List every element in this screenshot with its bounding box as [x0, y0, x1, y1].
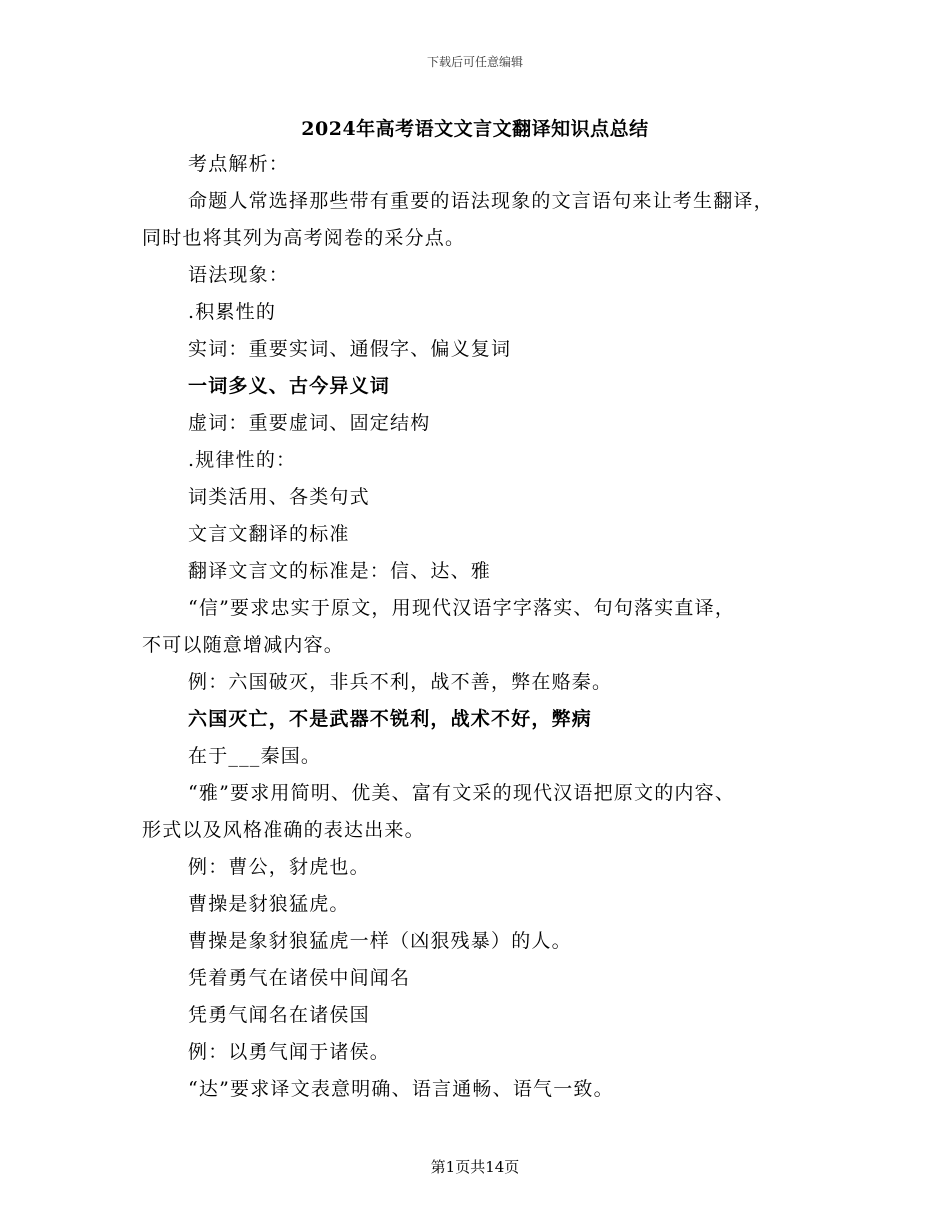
- paragraph: 实词：重要实词、通假字、偏义复词: [188, 338, 512, 360]
- paragraph: “雅”要求用简明、优美、富有文采的现代汉语把原文的内容、: [188, 782, 736, 804]
- paragraph: 凭勇气闻名在诸侯国: [188, 1004, 370, 1026]
- paragraph: 命题人常选择那些带有重要的语法现象的文言语句来让考生翻译，: [188, 190, 774, 212]
- paragraph: 曹操是豺狼猛虎。: [188, 893, 350, 915]
- paragraph: .积累性的: [188, 301, 277, 323]
- paragraph: 形式以及风格准确的表达出来。: [142, 819, 425, 841]
- paragraph: 翻译文言文的标准是：信、达、雅: [188, 560, 492, 582]
- paragraph: “信”要求忠实于原文，用现代汉语字字落实、句句落实直译，: [188, 597, 736, 619]
- page-footer: 第1页共14页: [430, 1158, 520, 1176]
- paragraph: 凭着勇气在诸侯中间闻名: [188, 967, 411, 989]
- paragraph: 词类活用、各类句式: [188, 486, 370, 508]
- paragraph: 文言文翻译的标准: [188, 523, 350, 545]
- paragraph: 例：以勇气闻于诸侯。: [188, 1041, 391, 1063]
- paragraph: 同时也将其列为高考阅卷的采分点。: [142, 227, 466, 249]
- paragraph: 六国灭亡，不是武器不锐利，战术不好，弊病: [188, 708, 593, 730]
- paragraph: 语法现象：: [188, 264, 290, 286]
- paragraph: 例：曹公，豺虎也。: [188, 856, 370, 878]
- paragraph: .规律性的：: [188, 449, 297, 471]
- paragraph: 例：六国破灭，非兵不利，战不善，弊在赂秦。: [188, 671, 613, 693]
- paragraph: “达”要求译文表意明确、语言通畅、语气一致。: [188, 1078, 614, 1100]
- paragraph: 在于___秦国。: [188, 745, 322, 767]
- paragraph: 一词多义、古今异义词: [188, 375, 391, 397]
- paragraph: 虚词：重要虚词、固定结构: [188, 412, 431, 434]
- paragraph: 不可以随意增减内容。: [142, 634, 345, 656]
- paragraph: 曹操是象豺狼猛虎一样（凶狠残暴）的人。: [188, 930, 572, 952]
- document-title: 2024年高考语文文言文翻译知识点总结: [301, 118, 649, 140]
- page-header: 下载后可任意编辑: [426, 55, 523, 69]
- paragraph: 考点解析：: [188, 153, 290, 175]
- document-body: [142, 146, 822, 1108]
